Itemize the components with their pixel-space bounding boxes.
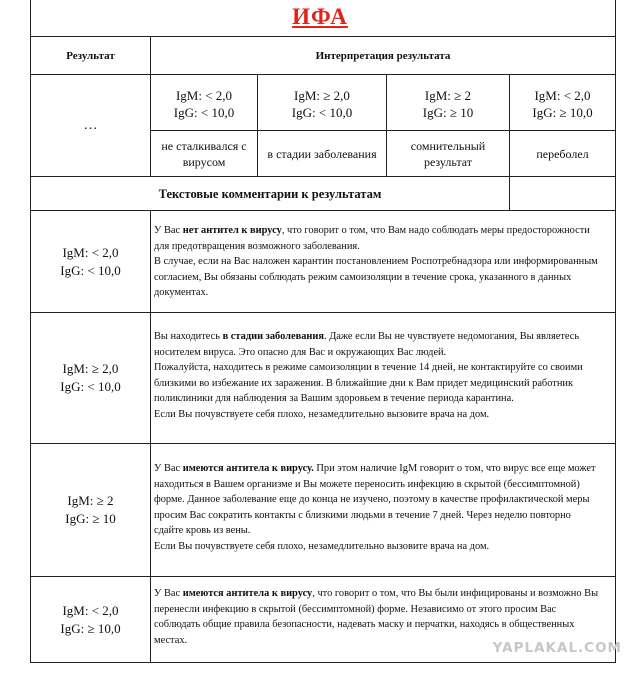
igm-value: IgM: < 2,0 bbox=[62, 602, 119, 618]
comment-text: Вы находитесь в стадии заболевания. Даже если Вы не чувствуете недомогания, Вы являетесь носителем вируса. Это опасно для Вас и окружающих Вас людей. Пожалуйста, находитесь в режиме самоизоляции в течение 14 дней, не контактируйте со своими близкими во избежание их заражения. В ближайшие дни к Вам придет медицинский работник поликлиники для наблюдения за Вашим здоровьем в течение периода карантина. Если Вы почувствуете себя плохо, незамедлительно вызовите врача на дом. bbox=[154, 331, 583, 420]
status-label: в стадии заболевания bbox=[267, 146, 377, 161]
comment-highlight: имеются антитела к вирусу. bbox=[182, 463, 314, 474]
row-result bbox=[31, 211, 150, 312]
igg-value: IgG: ≥ 10 bbox=[422, 105, 474, 120]
igg-value: IgG: ≥ 10 bbox=[65, 511, 116, 526]
igm-value: IgM: ≥ 2 bbox=[424, 88, 472, 103]
table-line bbox=[615, 0, 616, 663]
igm-value: IgM: ≥ 2,0 bbox=[294, 88, 350, 103]
comment-highlight: нет антител к вирусу bbox=[182, 225, 282, 236]
table-line bbox=[30, 662, 616, 663]
row-result bbox=[31, 444, 150, 576]
status-label: не сталкивался с вирусом bbox=[161, 138, 247, 169]
igm-value: IgM: ≥ 2,0 bbox=[62, 361, 119, 376]
row-result bbox=[31, 313, 150, 443]
status-label: сомнительный результат bbox=[410, 138, 486, 169]
igg-value: IgG: ≥ 10,0 bbox=[532, 105, 593, 120]
comment-highlight: в стадии заболевания bbox=[222, 331, 324, 342]
comment-text: У Вас имеются антитела к вирусу, что говорит о том, что Вы были инфицированы и возможно Вы перенесли инфекцию в скрытой (бессимптомной) форме. Независимо от этого просим Вас соблюдать общие правила безопасности, надевать маску и перчатки, находясь в общественных местах. bbox=[154, 588, 599, 646]
comment-highlight: имеются антитела к вирусу bbox=[182, 588, 313, 599]
top-col-values bbox=[387, 82, 509, 126]
top-col-values bbox=[258, 82, 386, 126]
result-header: Результат bbox=[66, 49, 115, 62]
top-col-values bbox=[510, 82, 615, 126]
igm-value: IgM: < 2,0 bbox=[62, 244, 119, 260]
result-placeholder: … bbox=[83, 117, 98, 133]
comment-text: У Вас нет антител к вирусу, что говорит о том, что Вам надо соблюдать меры предосторожности для предотвращения возможного заболевания. В случае, если на Вас наложен карантин постановлением Роспотребнадзора или информированным согласием, Вы обязаны соблюдать режим самоизоляции в течение срока, указанного в данных документах. bbox=[154, 225, 598, 299]
top-col-values bbox=[151, 82, 257, 126]
igm-value: IgM: < 2,0 bbox=[534, 88, 591, 103]
igm-value: IgM: ≥ 2 bbox=[67, 493, 114, 508]
igg-value: IgG: < 10,0 bbox=[173, 105, 235, 120]
page-title: ИФА bbox=[292, 4, 348, 29]
comments-title: Текстовые комментарии к результатам bbox=[158, 186, 382, 201]
table-line bbox=[150, 210, 151, 663]
interpretation-header: Интерпретация результата bbox=[315, 49, 451, 62]
status-label: переболел bbox=[536, 146, 589, 161]
watermark: YAPLAKAL.COM bbox=[492, 640, 622, 656]
igg-value: IgG: < 10,0 bbox=[60, 262, 121, 278]
igg-value: IgG: < 10,0 bbox=[60, 379, 121, 394]
igg-value: IgG: ≥ 10,0 bbox=[60, 620, 121, 636]
igg-value: IgG: < 10,0 bbox=[291, 105, 353, 120]
comment-text: У Вас имеются антитела к вирусу. При этом наличие IgM говорит о том, что вирус все еще может находиться в Вашем организме и Вы можете переносить инфекцию в скрытой (бессимптомной) форме. Данное заболевание еще до конца не изучено, поэтому в качестве профилактической меры просим Вас сократить контакты с близкими людьми в течение 7 дней. Через неделю повторно сдайте кровь из вены. Если Вы почувствуете себя плохо, незамедлительно вызовите врача на дом. bbox=[154, 463, 596, 552]
igm-value: IgM: < 2,0 bbox=[175, 88, 233, 103]
row-result bbox=[31, 577, 150, 662]
